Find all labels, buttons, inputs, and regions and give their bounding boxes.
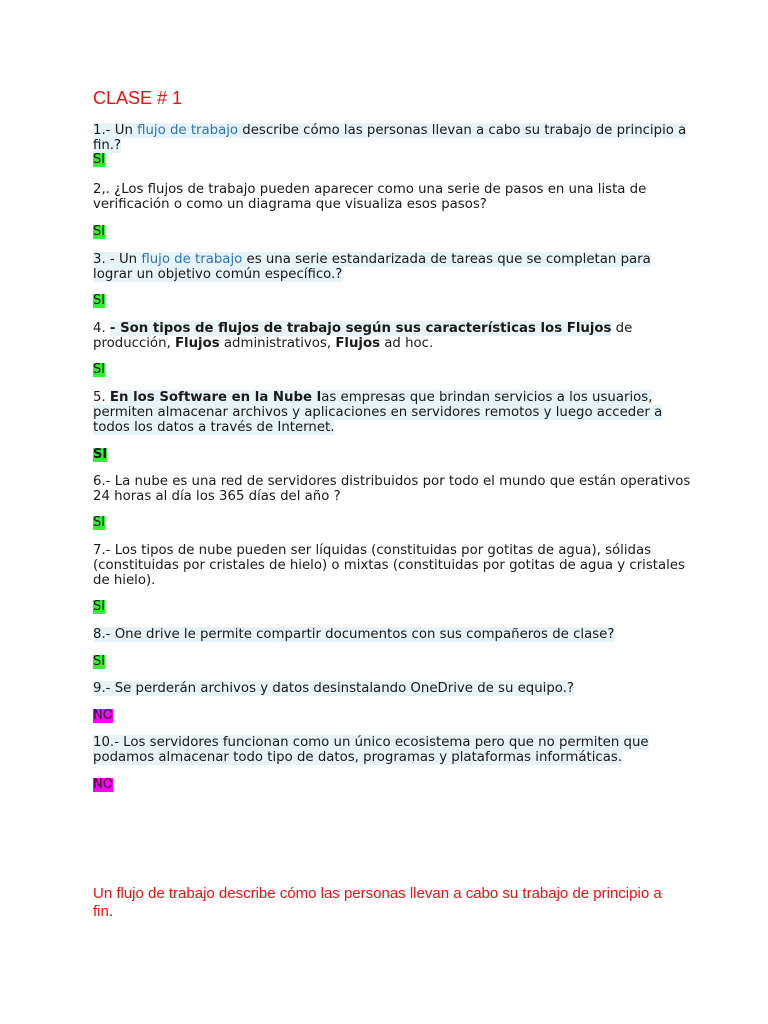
page-title: CLASE # 1 bbox=[93, 88, 183, 108]
answer-7: SI bbox=[93, 599, 106, 614]
answer-3: SI bbox=[93, 293, 106, 308]
question-8: 8.- One drive le permite compartir documentos con sus compañeros de clase? bbox=[93, 627, 615, 642]
question-10: 10.- Los servidores funcionan como un único ecosistema pero que no permiten que podamos almacenar todo tipo de datos, programas y plataformas informáticas. bbox=[93, 735, 649, 765]
answer-2: SI bbox=[93, 224, 106, 239]
question-4: 4. - Son tipos de flujos de trabajo según sus características los Flujos de producción, Flujos administrativos, Flujos ad hoc. bbox=[93, 321, 633, 351]
link-flujo-de-trabajo: flujo de trabajo bbox=[137, 123, 239, 138]
answer-8: SI bbox=[93, 654, 106, 669]
question-5: 5. En los Software en la Nube las empresas que brindan servicios a los usuarios, permiten almacenar archivos y aplicaciones en servidores remotos y luego acceder a todos los datos a través de Internet. bbox=[93, 390, 663, 435]
question-9: 9.- Se perderán archivos y datos desinstalando OneDrive de su equipo.? bbox=[93, 681, 574, 696]
link-flujo-de-trabajo-2: flujo de trabajo bbox=[141, 252, 243, 267]
answer-6: SI bbox=[93, 515, 106, 530]
answer-1: SI bbox=[93, 152, 106, 167]
answer-10: NO bbox=[93, 777, 113, 792]
question-2: 2,. ¿Los flujos de trabajo pueden aparecer como una serie de pasos en una lista de verificación o como un diagrama que visualiza esos pasos? bbox=[93, 182, 647, 212]
answer-5: SI bbox=[93, 447, 108, 462]
question-7: 7.- Los tipos de nube pueden ser líquidas (constituidas por gotitas de agua), sólidas (constituidas por cristales de hielo) o mixtas (constituidas por gotitas de agua y cristales de hielo). bbox=[93, 543, 685, 588]
answer-4: SI bbox=[93, 362, 106, 377]
question-3: 3. - Un flujo de trabajo es una serie estandarizada de tareas que se completan para lograr un objetivo común específico.? bbox=[93, 252, 651, 282]
closing-statement: Un flujo de trabajo describe cómo las personas llevan a cabo su trabajo de principio a fin. bbox=[93, 885, 662, 920]
question-6: 6.- La nube es una red de servidores distribuidos por todo el mundo que están operativos 24 horas al día los 365 días del año ? bbox=[93, 474, 691, 504]
question-1: 1.- Un flujo de trabajo describe cómo las personas llevan a cabo su trabajo de principio a fin.? bbox=[93, 123, 687, 153]
answer-9: NO bbox=[93, 708, 113, 723]
